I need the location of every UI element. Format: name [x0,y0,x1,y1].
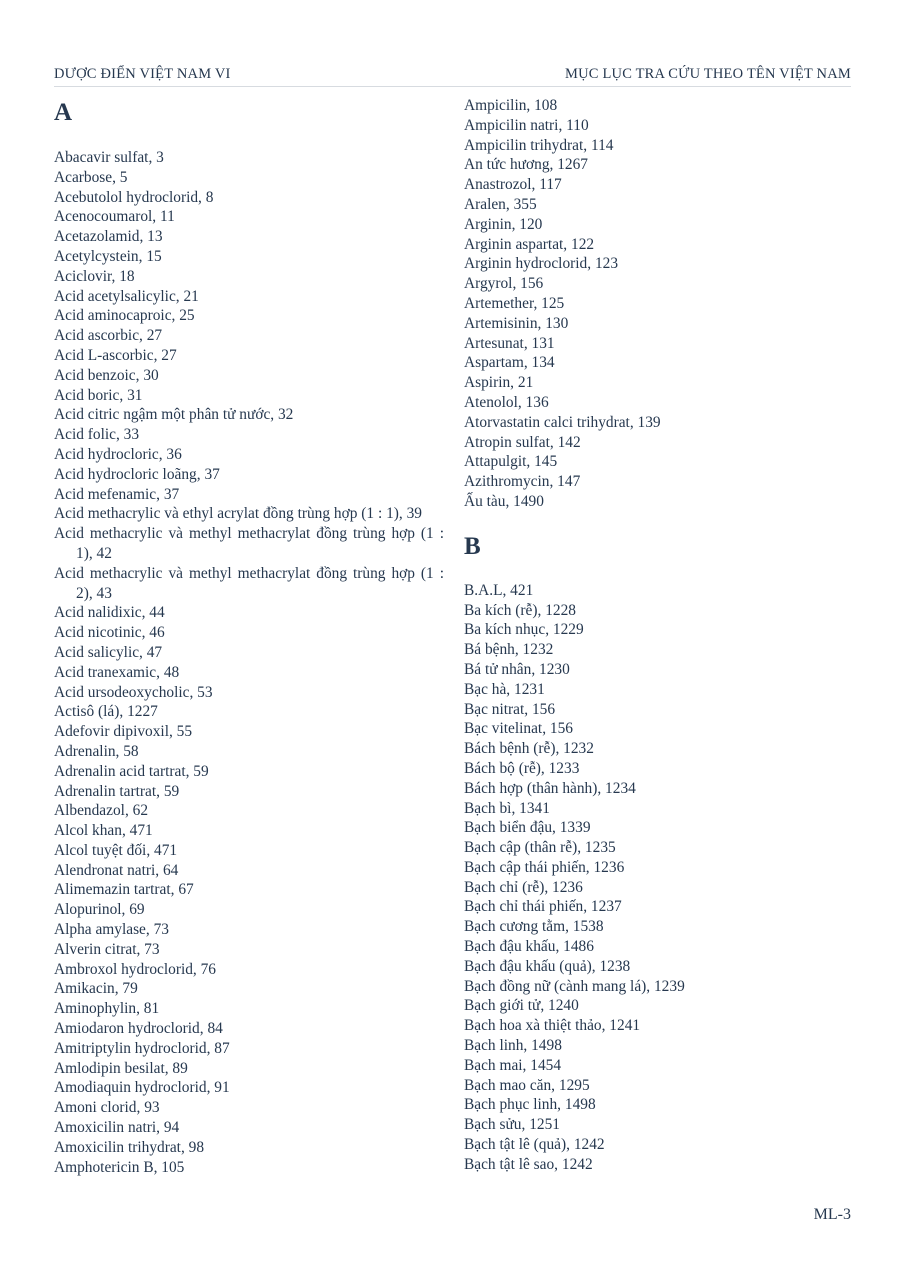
index-entry: Acetazolamid, 13 [54,228,163,246]
index-entry: Atropin sulfat, 142 [464,433,581,451]
index-entry: Acebutolol hydroclorid, 8 [54,188,214,206]
index-entry: Acid acetylsalicylic, 21 [54,287,199,305]
index-entry: Bạch hoa xà thiệt thảo, 1241 [464,1017,641,1035]
index-entry: Amoni clorid, 93 [54,1099,160,1117]
index-entry: Alverin citrat, 73 [54,940,160,958]
index-entry: Acid methacrylic và methyl methacrylat đồng trùng hợp (1 : 2), 43 [54,564,444,602]
index-entry: Acetylcystein, 15 [54,247,162,265]
index-entry: Acid ursodeoxycholic, 53 [54,683,213,701]
index-entry: Acid nalidixic, 44 [54,604,165,622]
index-entry: Bạch cập (thân rễ), 1235 [464,839,616,857]
index-entry: Aspartam, 134 [464,354,555,372]
index-entry: Bạch biển đậu, 1339 [464,819,591,837]
index-entry: Artemisinin, 130 [464,314,569,332]
index-entry: Ampicilin, 108 [464,97,558,114]
index-entry: Bạch bì, 1341 [464,799,550,817]
index-entry: Bách bệnh (rễ), 1232 [464,740,594,758]
index-entry: Bạch giới tử, 1240 [464,997,579,1015]
index-entry: Artemether, 125 [464,294,565,312]
index-entry: Bạc nitrat, 156 [464,700,556,718]
index-entry: Acid benzoic, 30 [54,366,159,384]
index-column-left [54,96,444,1177]
index-entry: Bạch tật lê sao, 1242 [464,1155,593,1173]
index-entry: Alimemazin tartrat, 67 [54,881,194,899]
index-entry: Bạch tật lê (quả), 1242 [464,1136,605,1154]
index-entry: Adrenalin, 58 [54,742,139,760]
index-entry: Bạc hà, 1231 [464,680,545,698]
index-entry: Adrenalin acid tartrat, 59 [54,762,209,780]
index-entry: Alcol khan, 471 [54,822,153,840]
index-entry: Ambroxol hydroclorid, 76 [54,960,217,978]
entries-list-a-continued [464,96,854,512]
index-entry: Ấu tàu, 1490 [464,492,544,510]
page-header [54,64,851,87]
index-entry: Acid ascorbic, 27 [54,327,163,345]
index-entry: Bạch đậu khấu, 1486 [464,938,594,956]
index-entry: Atorvastatin calci trihydrat, 139 [464,413,661,431]
section-letter-b: B [464,532,481,560]
index-entry: Actisô (lá), 1227 [54,703,158,721]
index-entry: Adefovir dipivoxil, 55 [54,723,193,741]
index-entry: Aciclovir, 18 [54,267,135,285]
index-entry: Acid mefenamic, 37 [54,485,180,503]
index-entry: Acid nicotinic, 46 [54,624,165,642]
index-entry: Alendronat natri, 64 [54,861,179,879]
index-entry: Aminophylin, 81 [54,1000,160,1018]
entries-list-b [464,581,854,1175]
index-entry: Azithromycin, 147 [464,473,581,491]
index-entry: Bạch chỉ (rễ), 1236 [464,878,583,896]
index-entry: Amodiaquin hydroclorid, 91 [54,1079,230,1097]
index-entry: Amlodipin besilat, 89 [54,1059,188,1077]
index-entry: Atenolol, 136 [464,393,549,411]
index-entry: Bạch mai, 1454 [464,1056,562,1074]
index-entry: Bạch cập thái phiến, 1236 [464,858,625,876]
index-entry: Amitriptylin hydroclorid, 87 [54,1039,230,1057]
index-entry: Bách bộ (rễ), 1233 [464,759,580,777]
index-entry: Attapulgit, 145 [464,453,558,471]
index-entry: Bá tử nhân, 1230 [464,660,570,678]
index-entry: Bạc vitelinat, 156 [464,720,573,738]
index-entry: Acenocoumarol, 11 [54,208,175,226]
index-entry: Aspirin, 21 [464,374,534,392]
index-entry: Bạch chỉ thái phiến, 1237 [464,898,622,916]
index-entry: Adrenalin tartrat, 59 [54,782,180,800]
entries-list-a [54,148,444,1177]
index-entry: Amphotericin B, 105 [54,1158,185,1176]
index-column-right [464,96,854,1175]
index-entry: Anastrozol, 117 [464,176,562,194]
index-entry: B.A.L, 421 [464,581,534,599]
index-entry: Artesunat, 131 [464,334,555,352]
index-entry: Alopurinol, 69 [54,901,145,919]
index-entry: Bá bệnh, 1232 [464,641,554,659]
index-entry: Amoxicilin natri, 94 [54,1119,180,1137]
index-entry: Bạch mao căn, 1295 [464,1076,590,1094]
index-entry: Bạch linh, 1498 [464,1037,562,1055]
index-entry: Alcol tuyệt đối, 471 [54,841,178,859]
index-entry: Argyrol, 156 [464,275,544,293]
index-entry: Acid citric ngậm một phân tử nước, 32 [54,406,294,424]
index-entry: Bạch đồng nữ (cành mang lá), 1239 [464,977,685,995]
book-title: DƯỢC ĐIỂN VIỆT NAM VI [54,66,231,82]
index-entry: Bạch cương tằm, 1538 [464,918,604,936]
index-entry: Bách hợp (thân hành), 1234 [464,779,636,797]
index-entry: Acid hydrocloric loãng, 37 [54,465,220,483]
index-entry: Alpha amylase, 73 [54,921,169,939]
index-entry: Acid folic, 33 [54,426,140,444]
index-entry: Acid salicylic, 47 [54,643,163,661]
index-entry: An tức hương, 1267 [464,156,588,174]
section-title: MỤC LỤC TRA CỨU THEO TÊN VIỆT NAM [565,66,851,82]
index-entry: Aralen, 355 [464,195,537,213]
index-entry: Acid tranexamic, 48 [54,663,180,681]
index-entry: Ba kích (rễ), 1228 [464,601,576,619]
index-entry: Acid aminocaproic, 25 [54,307,195,325]
index-entry: Acid boric, 31 [54,386,143,404]
index-entry: Albendazol, 62 [54,802,149,820]
index-entry: Acid L-ascorbic, 27 [54,346,177,364]
index-entry: Acid methacrylic và ethyl acrylat đồng trùng hợp (1 : 1), 39 [54,505,422,523]
index-entry: Ampicilin natri, 110 [464,116,589,134]
index-entry: Arginin, 120 [464,215,543,233]
index-entry: Bạch phục linh, 1498 [464,1096,596,1114]
section-letter-a: A [54,99,73,126]
index-entry: Bạch sửu, 1251 [464,1116,560,1134]
index-entry: Arginin aspartat, 122 [464,235,595,253]
index-entry: Amiodaron hydroclorid, 84 [54,1020,223,1038]
index-entry: Acarbose, 5 [54,168,128,186]
index-entry: Ampicilin trihydrat, 114 [464,136,614,154]
index-entry: Arginin hydroclorid, 123 [464,255,619,273]
index-entry: Amoxicilin trihydrat, 98 [54,1138,205,1156]
index-entry: Amikacin, 79 [54,980,138,998]
index-entry: Abacavir sulfat, 3 [54,149,164,166]
index-entry: Acid hydrocloric, 36 [54,445,182,463]
index-entry: Acid methacrylic và methyl methacrylat đồng trùng hợp (1 : 1), 42 [54,525,444,562]
index-entry: Ba kích nhục, 1229 [464,621,584,639]
index-entry: Bạch đậu khấu (quả), 1238 [464,957,631,975]
page-number: ML-3 [813,1206,851,1223]
